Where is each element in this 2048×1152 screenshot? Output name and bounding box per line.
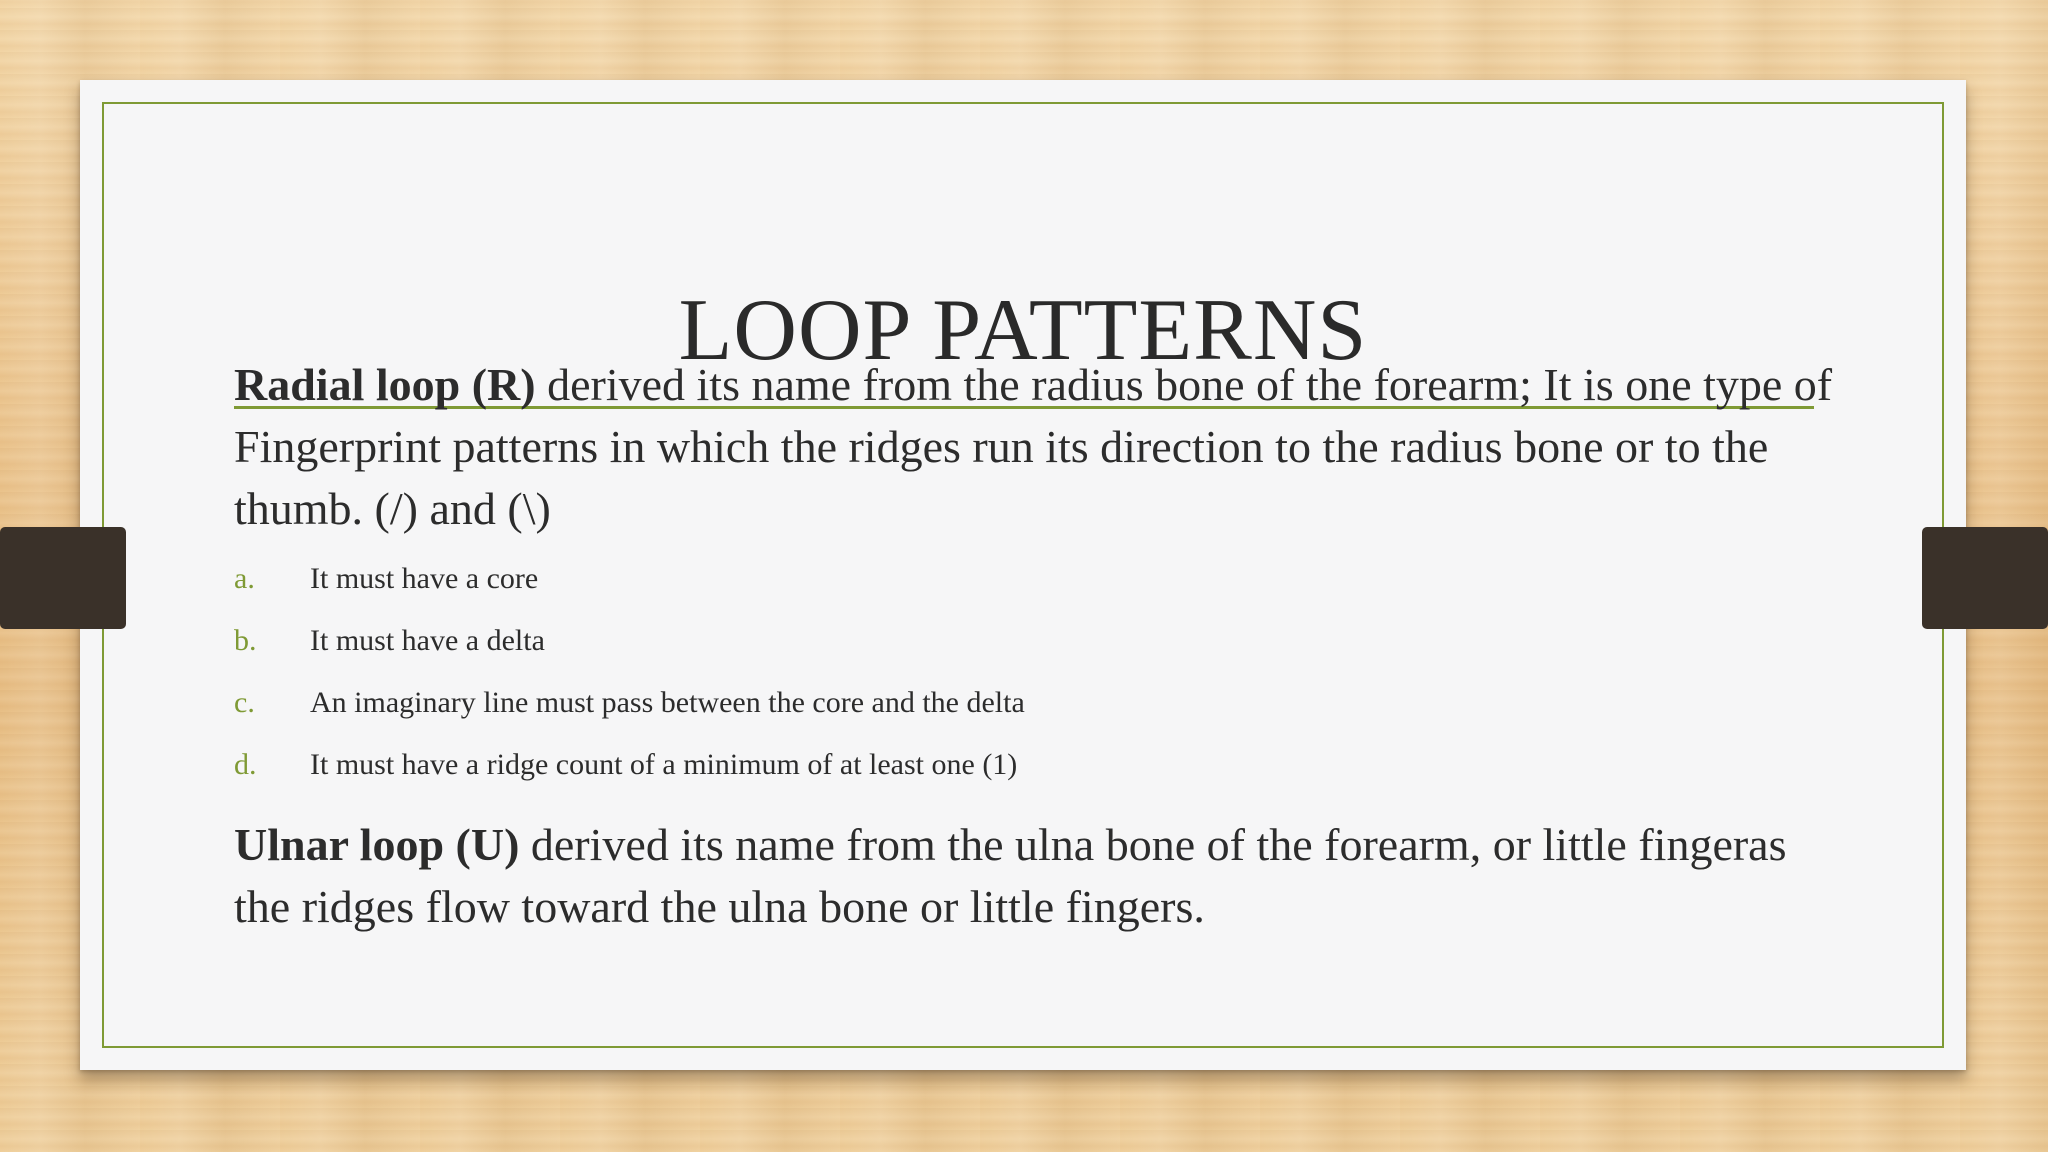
radial-loop-paragraph	[234, 354, 1834, 540]
radial-loop-term: Radial loop (R)	[234, 359, 536, 410]
list-marker: c.	[234, 686, 255, 719]
radial-loop-requirements	[234, 548, 1834, 796]
list-item-text: It must have a core	[310, 562, 539, 595]
list-item	[234, 610, 1834, 672]
slide-title: LOOP PATTERNS	[678, 281, 1368, 379]
ulnar-loop-term: Ulnar loop (U)	[234, 819, 520, 870]
list-item-text: An imaginary line must pass between the core and the delta	[310, 686, 1025, 719]
list-item	[234, 548, 1834, 610]
list-item-text: It must have a ridge count of a minimum of at least one (1)	[310, 748, 1018, 781]
list-item	[234, 672, 1834, 734]
right-tab-decoration	[1922, 527, 2048, 629]
list-item	[234, 734, 1834, 796]
ulnar-loop-paragraph	[234, 814, 1834, 938]
list-item-text: It must have a delta	[310, 624, 545, 657]
radial-loop-description: derived its name from the radius bone of the forearm; It is one type of Fingerprint patterns in which the ridges run its direction to the radius bone or to the thumb. (/) and (\)	[234, 359, 1833, 534]
left-tab-decoration	[0, 527, 126, 629]
list-marker: a.	[234, 562, 255, 595]
list-marker: d.	[234, 748, 257, 781]
list-marker: b.	[234, 624, 257, 657]
ulnar-loop-description: derived its name from the ulna bone of the forearm, or little fingeras the ridges flow toward the ulna bone or little fingers.	[234, 819, 1787, 932]
slide-content	[234, 354, 1834, 938]
